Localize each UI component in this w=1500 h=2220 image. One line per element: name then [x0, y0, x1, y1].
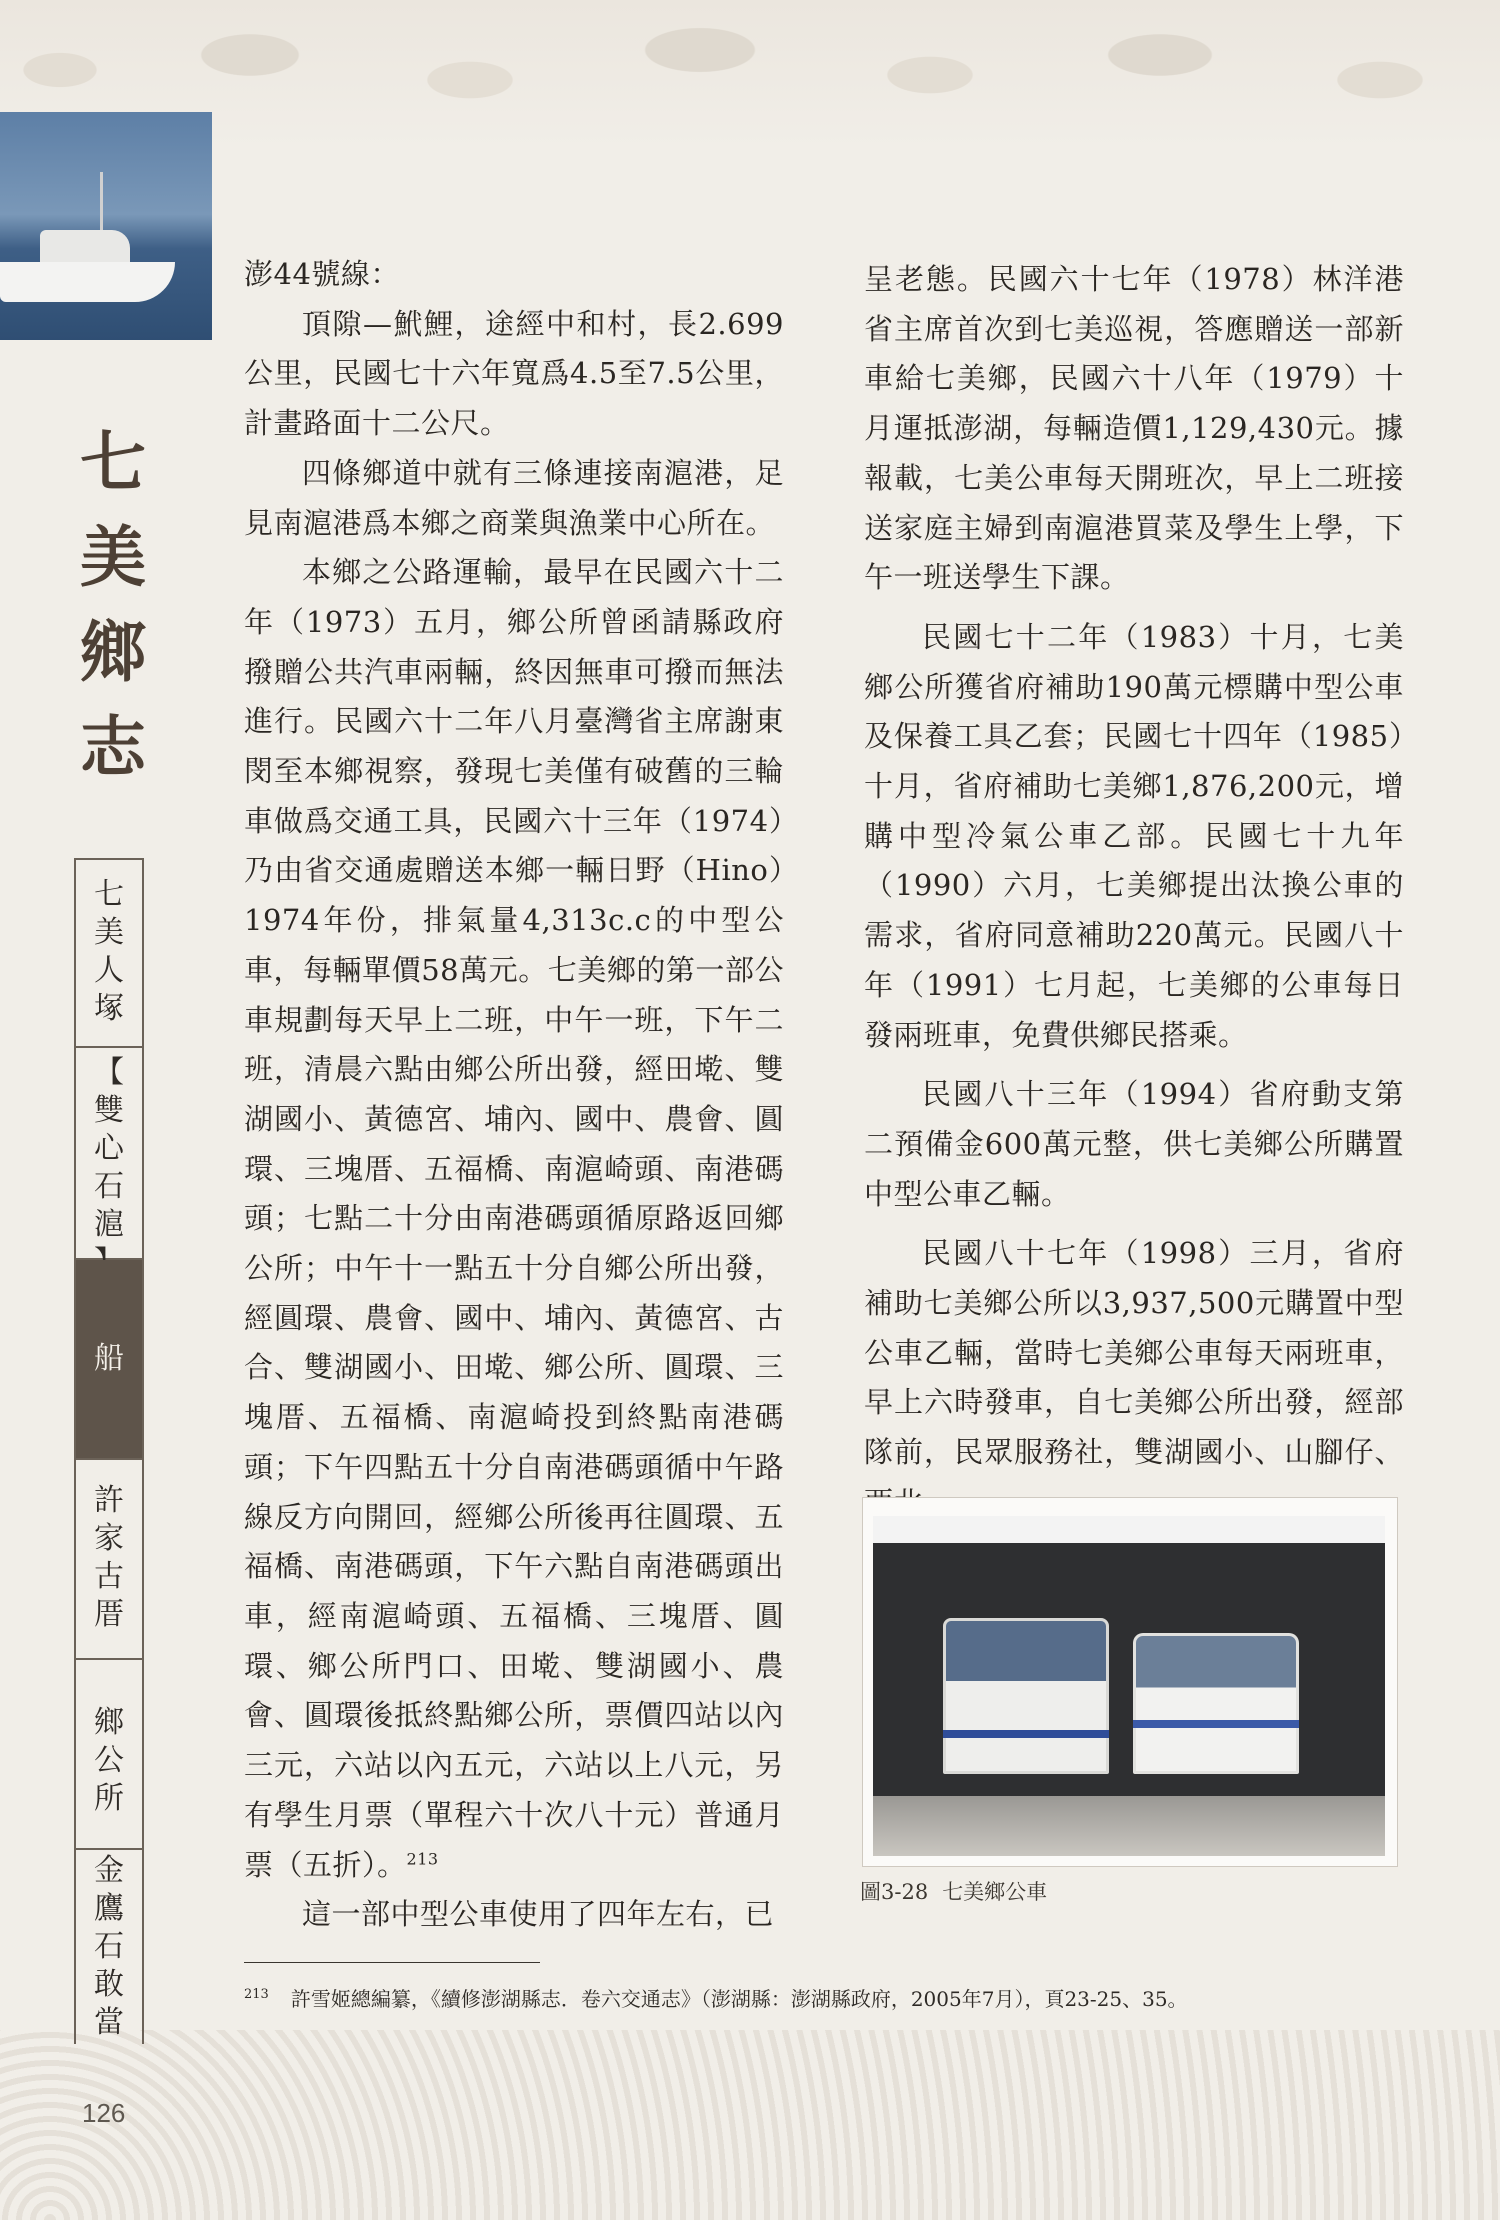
nav-item-qimei-tomb[interactable]: 七 美 人 塚 — [76, 860, 142, 1048]
figure-caption — [860, 1876, 1047, 1906]
book-title-char: 志 — [80, 708, 146, 786]
paragraph: 民國八十三年（1994）省府動支第二預備金600萬元整，供七美鄉公所購置中型公車乙輛。 — [864, 1077, 1404, 1211]
bus-photo — [862, 1497, 1398, 1867]
footnote-text: 許雪姬總編纂，《續修澎湖縣志．卷六交通志》（澎湖縣：澎湖縣政府，2005年7月），頁23-25、35。 — [290, 1987, 1188, 2011]
garage-floor — [873, 1796, 1385, 1856]
bus-stripe — [943, 1730, 1109, 1738]
figure-number: 圖3-28 — [860, 1880, 929, 1904]
bus-left — [943, 1618, 1109, 1774]
nav-item-twin-heart-weir[interactable]: 【 雙 心 石 滬 — [76, 1048, 142, 1260]
nav-item-township-office[interactable]: 鄉 公 所 — [76, 1660, 142, 1850]
footnote — [244, 1984, 1424, 2014]
figure-caption-text: 七美鄉公車 — [942, 1880, 1048, 1904]
nav-item-hsu-house[interactable]: 許 家 古 厝 — [76, 1460, 142, 1660]
book-title-char: 鄉 — [80, 613, 146, 691]
paragraph: 四條鄉道中就有三條連接南滬港，足見南滬港爲本鄉之商業與漁業中心所在。 — [244, 455, 784, 540]
ship-mast — [100, 172, 103, 232]
bus-right — [1133, 1633, 1299, 1774]
footnote-divider — [244, 1962, 540, 1963]
ship-hull — [0, 262, 175, 302]
cloud-header-decoration — [0, 0, 1500, 150]
right-text-column — [864, 255, 1404, 1528]
page-number: 126 — [82, 2098, 126, 2128]
paragraph: 呈老態。民國六十七年（1978）林洋港省主席首次到七美巡視，答應贈送一部新車給七美鄉，民國六十八年（1979）十月運抵澎湖，每輛造價1,129,430元。據報載，七美公車每天開班次，早上二班接送家庭主婦到南滬港買菜及學生上學，下午一班送學生下課。 — [864, 262, 1404, 595]
route-heading: 澎44號線： — [244, 257, 400, 291]
paragraph: 本鄉之公路運輸，最早在民國六十二年（1973）五月，鄉公所曾函請縣政府撥贈公共汽車兩輛，終因無車可撥而無法進行。民國六十二年八月臺灣省主席謝東閔至本鄉視察，發現七美僅有破舊的三輪車做爲交通工具，民國六十三年（1974）乃由省交通處贈送本鄉一輛日野（Hino）1974年份，排氣量4,313c.c的中型公車，每輛單價58萬元。七美鄉的第一部公車規劃每天早上二班，中午一班，下午二班，清晨六點由鄉公所出發，經田墘、雙湖國小、黃德宮、埔內、國中、農會、圓環、三塊厝、五福橋、南滬崎頭、南港碼頭；七點二十分由南港碼頭循原路返回鄉公所；中午十一點五十分自鄉公所出發，經圓環、農會、國中、埔內、黃德宮、古合、雙湖國小、田墘、鄉公所、圓環、三塊厝、五福橋、南滬崎投到終點南港碼頭；下午四點五十分自南港碼頭循中午路線反方向開回，經鄉公所後再往圓環、五福橋、南港碼頭，下午六點自南港碼頭出車，經南滬崎頭、五福橋、三塊厝、圓環、鄉公所門口、田墘、雙湖國小、農會、圓環後抵終點鄉公所，票價四站以內三元，六站以內五元，六站以上八元，另有學生月票（單程六十次八十元）普通月票（五折）。$^{213}$ — [244, 555, 784, 1882]
ship-photo — [0, 112, 212, 340]
chapter-side-nav — [74, 858, 144, 2044]
book-title-char: 七 — [80, 423, 146, 501]
paragraph: 民國八十七年（1998）三月，省府補助七美鄉公所以3,937,500元購置中型公車乙輛，當時七美鄉公車每天兩班車，早上六時發車，自七美鄉公所出發，經部隊前，民眾服務社，雙湖國小、山腳仔、 — [864, 1236, 1404, 1470]
wave-footer-decoration — [0, 2030, 1500, 2220]
footnote-number: 213 — [244, 1987, 269, 2003]
nav-item-eagle-stone[interactable]: 金 鷹 石 敢 當 — [94, 1853, 124, 2040]
nav-item-boat[interactable]: 船 — [76, 1260, 142, 1460]
footnote-ref[interactable]: 213 — [406, 1848, 439, 1868]
paragraph: 民國七十二年（1983）十月，七美鄉公所獲省府補助190萬元標購中型公車及保養工具乙套；民國七十四年（1985）十月，省府補助七美鄉1,876,200元，增購中型冷氣公車乙部。民國七十九年（1990）六月，七美鄉提出汰換公車的需求，省府同意補助220萬元。民國八十年（1991）七月起，七美鄉的公車每日發兩班車，免費供鄉民搭乘。 — [864, 619, 1404, 1052]
book-title — [68, 415, 158, 795]
left-text-column — [244, 250, 784, 1940]
ship-cabin — [40, 230, 130, 264]
bus-stripe — [1133, 1720, 1299, 1728]
book-title-char: 美 — [80, 518, 146, 596]
route-description: 頂隙—鮘鯉，途經中和村，長2.699公里，民國七十六年寬爲4.5至7.5公里，計畫路面十二公尺。 — [244, 306, 784, 441]
paragraph: 這一部中型公車使用了四年左右，已 — [302, 1897, 775, 1932]
